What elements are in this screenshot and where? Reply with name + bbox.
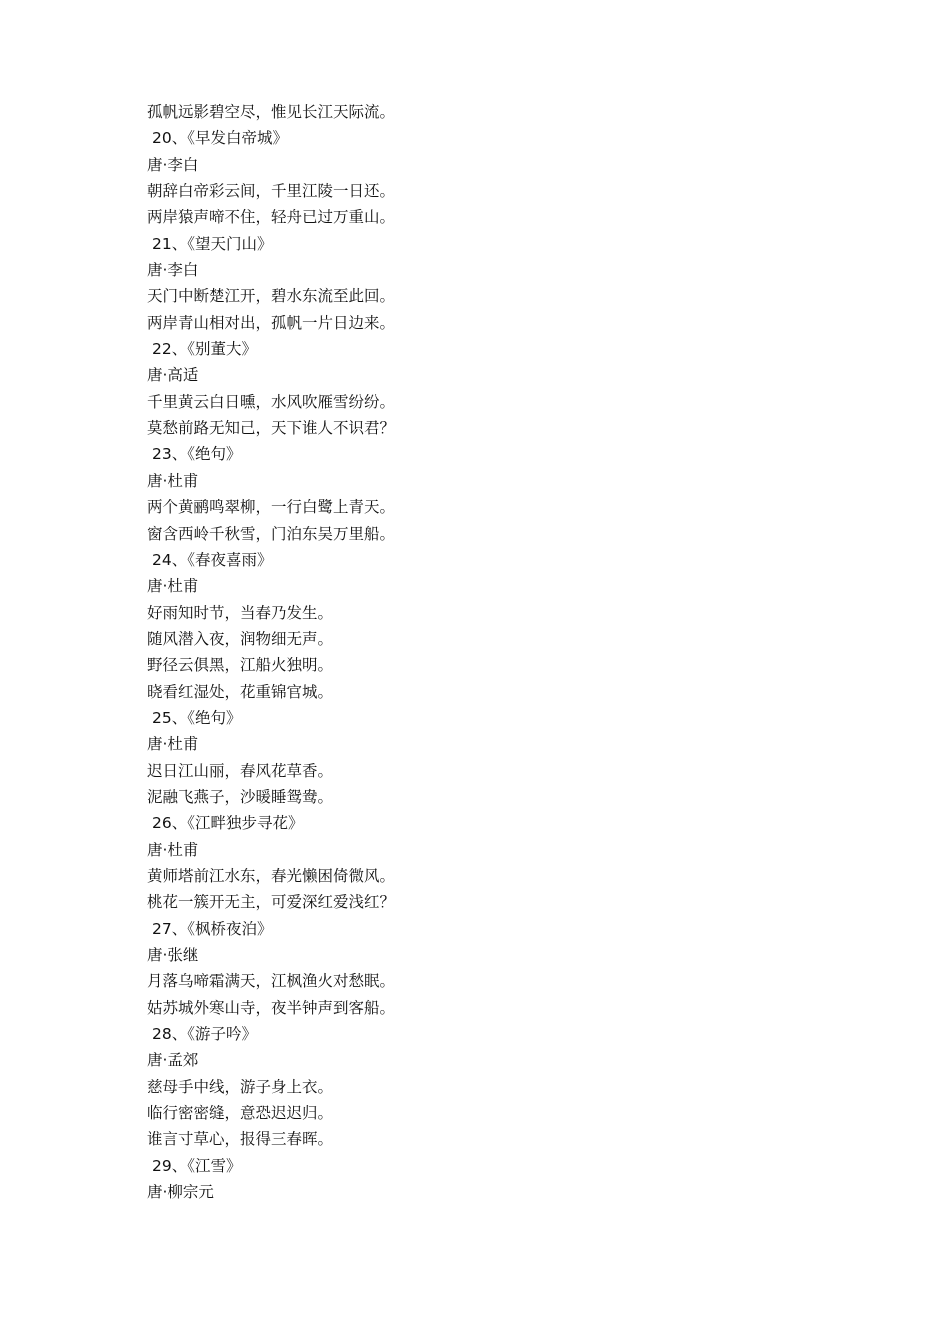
poem-line: 临行密密缝，意恐迟迟归。: [147, 1104, 334, 1123]
poem-line: 两岸青山相对出，孤帆一片日边来。: [147, 313, 396, 332]
poem-title: 25、《绝句》: [152, 708, 242, 727]
poem-line: 好雨知时节，当春乃发生。: [147, 603, 334, 622]
poem-block: [147, 441, 847, 546]
poem-line: 慈母手中线，游子身上衣。: [147, 1077, 334, 1096]
poem-author: 唐·杜甫: [147, 840, 199, 859]
poem-line: 莫愁前路无知己，天下谁人不识君？: [147, 419, 396, 438]
poem-title: 21、《望天门山》: [152, 234, 273, 253]
poem-block: [147, 547, 847, 705]
poem-block: [147, 916, 847, 1021]
poem-line: 月落乌啼霜满天，江枫渔火对愁眠。: [147, 972, 396, 991]
poem-title: 29、《江雪》: [152, 1156, 242, 1175]
poem-author: 唐·高适: [147, 366, 199, 385]
poem-author: 唐·杜甫: [147, 471, 199, 490]
poem-author: 唐·孟郊: [147, 1051, 199, 1070]
poem-line: 天门中断楚江开，碧水东流至此回。: [147, 287, 396, 306]
poem-line: 两岸猿声啼不住，轻舟已过万重山。: [147, 208, 396, 227]
poem-block: [147, 336, 847, 441]
poem-line: 窗含西岭千秋雪，门泊东吴万里船。: [147, 524, 396, 543]
poem-title: 20、《早发白帝城》: [152, 129, 288, 148]
poem-title: 23、《绝句》: [152, 445, 242, 464]
poem-author: 唐·柳宗元: [147, 1183, 214, 1202]
poem-line: 泥融飞燕子，沙暖睡鸳鸯。: [147, 787, 334, 806]
poem-block: [147, 231, 847, 336]
poem-list: [147, 99, 847, 1205]
poem-title: 22、《别董大》: [152, 340, 257, 359]
poem-author: 唐·杜甫: [147, 735, 199, 754]
poem-title: 27、《枫桥夜泊》: [152, 919, 273, 938]
poem-line: 两个黄鹂鸣翠柳，一行白鹭上青天。: [147, 498, 396, 517]
poem-block: [147, 810, 847, 915]
poem-line: 迟日江山丽，春风花草香。: [147, 761, 334, 780]
poem-block: [147, 1153, 847, 1206]
poem-author: 唐·张继: [147, 946, 199, 964]
poem-title: 26、《江畔独步寻花》: [152, 814, 304, 833]
poem-line: 晓看红湿处，花重锦官城。: [147, 682, 334, 701]
poem-author: 唐·李白: [147, 155, 199, 174]
poem-line: 朝辞白帝彩云间，千里江陵一日还。: [147, 182, 396, 201]
poem-author: 唐·杜甫: [147, 577, 199, 596]
poem-line: 谁言寸草心，报得三春晖。: [147, 1130, 334, 1149]
poem-line: 桃花一簇开无主，可爱深红爱浅红？: [147, 893, 396, 912]
poem-line: 随风潜入夜，润物细无声。: [147, 629, 334, 648]
poem-line: 黄师塔前江水东，春光懒困倚微风。: [147, 866, 396, 885]
poem-block: [147, 705, 847, 810]
intro-line: 孤帆远影碧空尽，惟见长江天际流。: [147, 103, 396, 121]
poem-block: [147, 1021, 847, 1153]
poem-block: [147, 125, 847, 230]
poem-title: 28、《游子吟》: [152, 1025, 257, 1044]
poem-line: 野径云俱黑，江船火独明。: [147, 656, 334, 675]
poem-title: 24、《春夜喜雨》: [152, 550, 273, 569]
poem-line: 千里黄云白日曛，水风吹雁雪纷纷。: [147, 392, 396, 411]
poem-line: 姑苏城外寒山寺，夜半钟声到客船。: [147, 998, 396, 1017]
poem-author: 唐·李白: [147, 261, 199, 280]
